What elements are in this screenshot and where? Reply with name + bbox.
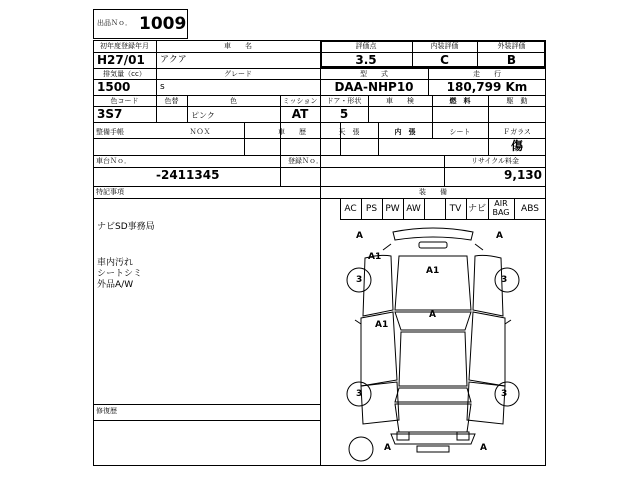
- equipment-row: [340, 198, 546, 220]
- transmission-value: AT: [291, 107, 309, 121]
- damage-top-left: A: [356, 231, 363, 241]
- damage-hood: A1: [426, 266, 440, 276]
- chassis-label: 車台Ｎｏ．: [96, 157, 131, 165]
- equipment-label: 装 備: [419, 188, 447, 196]
- damage-right-front-wheel: 3: [501, 275, 508, 285]
- damage-front-a1: A1: [368, 252, 382, 262]
- model-value: DAA-NHP10: [334, 80, 414, 94]
- lot-number-value: 1009: [139, 14, 187, 34]
- remarks-line-5: 外品A/W: [97, 280, 134, 290]
- recycle-value: 9,130: [504, 168, 542, 182]
- equipment-navi: ナビ: [467, 204, 486, 214]
- damage-left-side: A1: [375, 320, 389, 330]
- interior-label: 内装評価: [430, 42, 459, 50]
- score-label: 評価点: [355, 42, 377, 50]
- doors-label: ドア・形状: [326, 97, 362, 105]
- equipment-abs: ABS: [521, 204, 539, 214]
- nox-label: ＮＯＸ: [189, 128, 211, 136]
- remarks-line-4: シートシミ: [97, 269, 143, 279]
- damage-bottom-left: A: [384, 443, 391, 453]
- chassis-value: -2411345: [156, 168, 220, 182]
- color-code-value: 3S7: [97, 107, 123, 121]
- grade-label: グレード: [224, 70, 252, 78]
- first-reg-value: H27/01: [97, 53, 145, 67]
- lot-number-box: [93, 9, 188, 39]
- lot-number-label: 出品Ｎｏ．: [97, 19, 132, 27]
- car-name-value: アクア: [160, 55, 187, 65]
- model-label: 型 式: [360, 70, 388, 78]
- sunroof-label: 天 張: [338, 128, 360, 136]
- equipment-pw: PW: [385, 204, 400, 214]
- mileage-value: 180,799 Km: [446, 80, 528, 94]
- drive-label: 駆 動: [506, 97, 528, 105]
- inspection-label: 車 検: [386, 97, 414, 105]
- transmission-label: ミッション: [282, 97, 318, 105]
- damage-top-right: A: [496, 231, 503, 241]
- doors-value: 5: [339, 107, 349, 121]
- color-change-label: 色替: [164, 97, 179, 105]
- damage-roof: A: [429, 310, 436, 320]
- manual-label: 整備手帳: [96, 128, 124, 136]
- displacement-value: 1500: [97, 80, 131, 94]
- exterior-value: B: [506, 53, 517, 67]
- remarks-line-3: 車内汚れ: [97, 258, 134, 268]
- exterior-label: 外装評価: [497, 42, 526, 50]
- displacement-label: 排気量（cc）: [103, 70, 146, 78]
- remarks-label: 特記事項: [96, 188, 124, 196]
- color-value: ピンク: [191, 111, 215, 120]
- recycle-label: リサイクル料金: [470, 157, 520, 165]
- f-glass-label: Ｆガラス: [503, 128, 531, 136]
- damage-right-rear-wheel: 3: [501, 389, 508, 399]
- interior-value: C: [440, 53, 449, 67]
- reg-no-label: 登録Ｎｏ．: [288, 157, 323, 165]
- equipment-tv: TV: [449, 204, 462, 214]
- equipment-ac: AC: [344, 204, 357, 214]
- fuel-label: 燃 料: [449, 97, 471, 105]
- car-name-label: 車 名: [224, 42, 252, 50]
- seat-label: シート: [449, 128, 471, 136]
- repair-label: 修復歴: [96, 407, 117, 415]
- score-value: 3.5: [355, 53, 377, 67]
- damage-left-front-wheel: 3: [356, 275, 363, 285]
- first-reg-label: 初年度登録年月: [100, 42, 149, 50]
- damage-bottom-right: A: [480, 443, 487, 453]
- color-code-label: 色コード: [110, 97, 139, 105]
- damage-left-rear-wheel: 3: [356, 389, 363, 399]
- history-label: 車 歴: [278, 128, 306, 136]
- equipment-airbag: AIR BAG: [492, 199, 510, 217]
- f-glass-value: 傷: [510, 139, 523, 153]
- equipment-aw: AW: [406, 204, 421, 214]
- car-diagram: [321, 220, 545, 465]
- remarks-line-1: ナビSD事務局: [97, 222, 155, 232]
- mileage-label: 走 行: [473, 70, 501, 78]
- interior-roof-label: 内 張: [394, 128, 416, 136]
- color-label: 色: [230, 97, 237, 105]
- equipment-ps: PS: [365, 204, 378, 214]
- grade-value: s: [160, 82, 165, 92]
